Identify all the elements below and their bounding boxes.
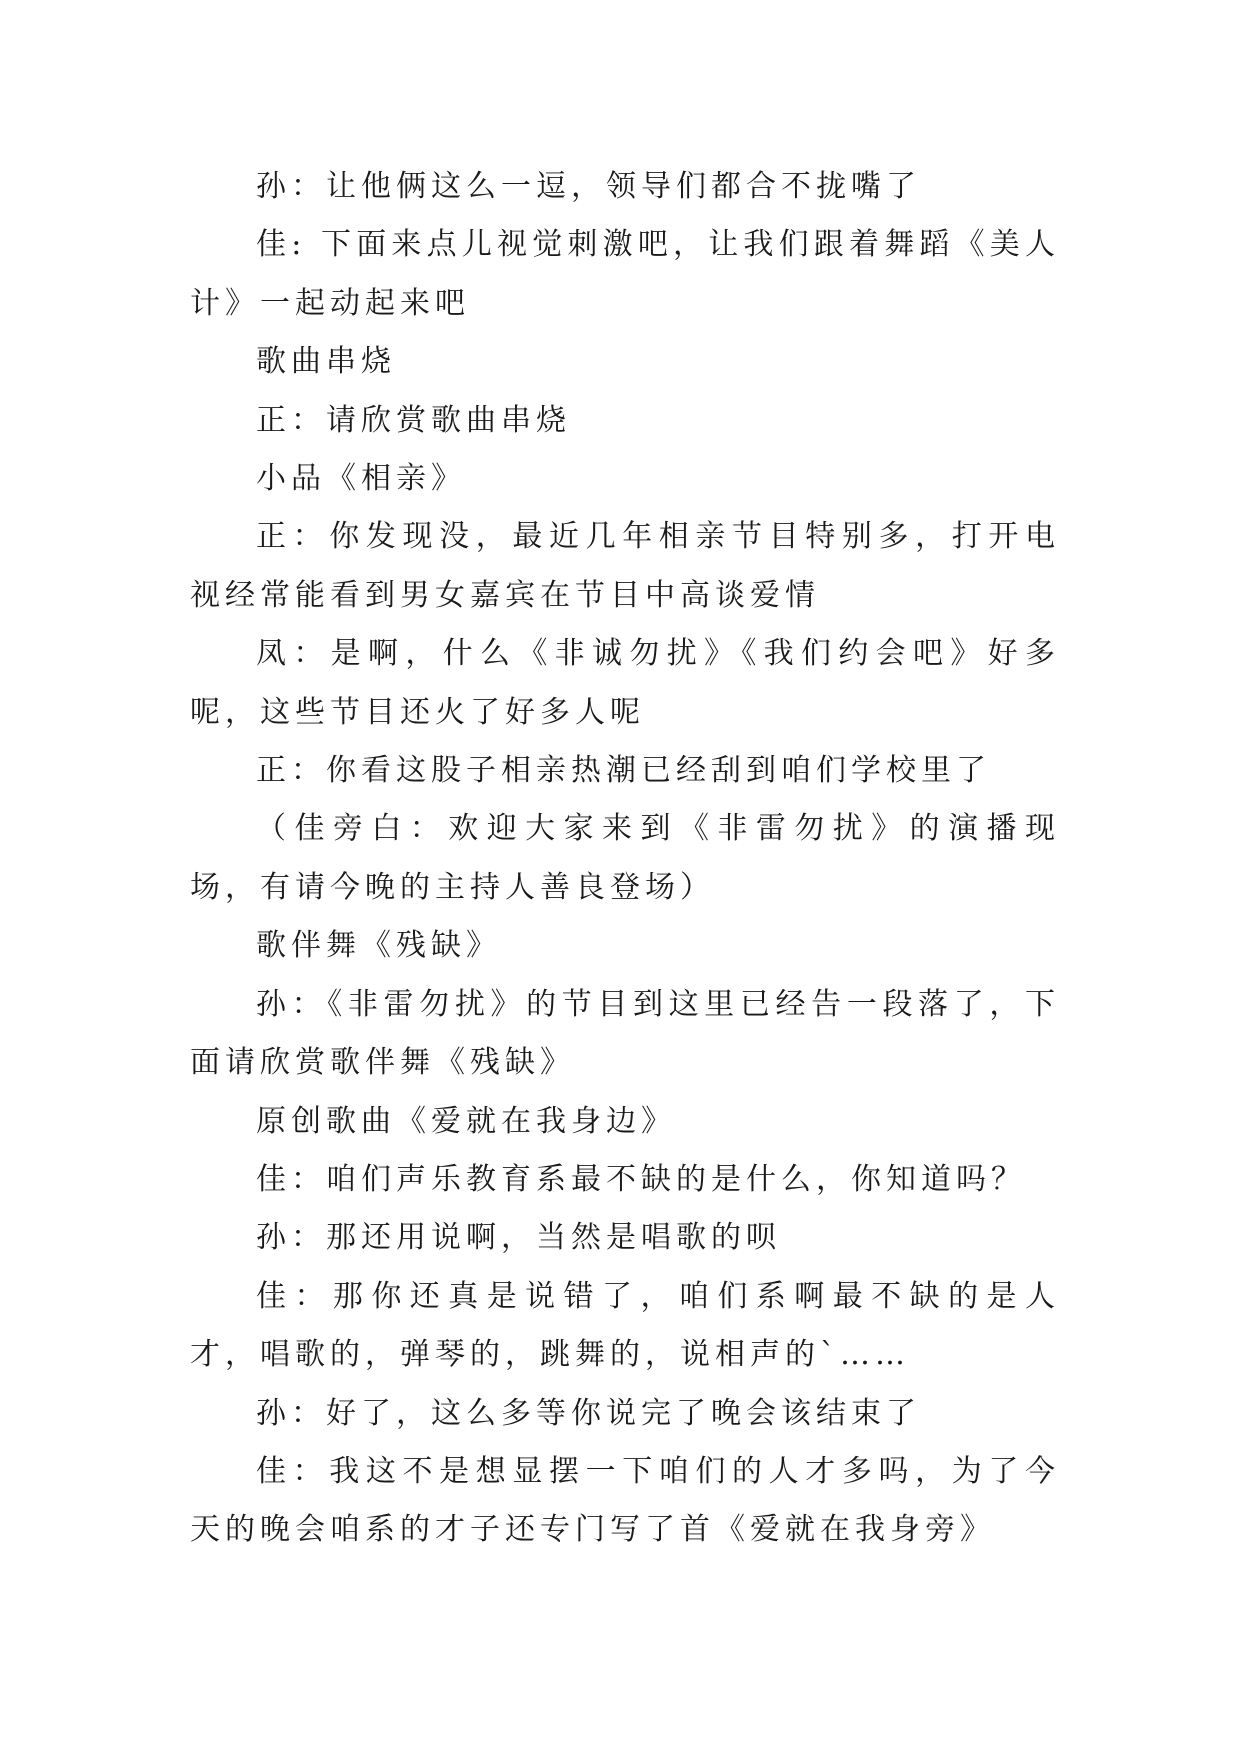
script-body xyxy=(190,158,1060,1560)
script-line-14: 孙：那还用说啊，当然是唱歌的呗 xyxy=(256,1220,781,1256)
script-line-4: 正：请欣赏歌曲串烧 xyxy=(256,402,571,438)
script-line-6: 正：你发现没，最近几年相亲节目特别多，打开电视经常能看到男女嘉宾在节目中高谈爱情 xyxy=(190,519,1060,613)
script-line-12: 原创歌曲《爱就在我身边》 xyxy=(256,1103,676,1139)
script-line-8: 正：你看这股子相亲热潮已经刮到咱们学校里了 xyxy=(256,753,991,789)
script-line-5: 小品《相亲》 xyxy=(256,461,466,497)
script-line-15: 佳：那你还真是说错了，咱们系啊最不缺的是人才，唱歌的，弹琴的，跳舞的，说相声的`…… xyxy=(190,1278,1060,1373)
script-line-13: 佳：咱们声乐教育系最不缺的是什么，你知道吗？ xyxy=(256,1161,1026,1197)
script-line-16: 孙：好了，这么多等你说完了晚会该结束了 xyxy=(256,1395,921,1431)
script-line-17: 佳：我这不是想显摆一下咱们的人才多吗，为了今天的晚会咱系的才子还专门写了首《爱就在我身旁》 xyxy=(190,1453,1060,1548)
script-line-11: 孙：《非雷勿扰》的节目到这里已经告一段落了，下面请欣赏歌伴舞《残缺》 xyxy=(190,986,1060,1081)
script-line-3: 歌曲串烧 xyxy=(256,344,396,380)
script-line-2: 佳: 下面来点儿视觉刺激吧，让我们跟着舞蹈《美人计》一起动起来吧 xyxy=(190,227,1060,321)
script-line-1: 孙：让他俩这么一逗，领导们都合不拢嘴了 xyxy=(256,169,921,204)
script-line-10: 歌伴舞《残缺》 xyxy=(256,928,501,964)
script-line-7: 凤：是啊，什么《非诚勿扰》《我们约会吧》好多呢，这些节目还火了好多人呢 xyxy=(190,636,1060,730)
script-line-9: （佳旁白：欢迎大家来到《非雷勿扰》的演播现场，有请今晚的主持人善良登场） xyxy=(190,811,1060,905)
